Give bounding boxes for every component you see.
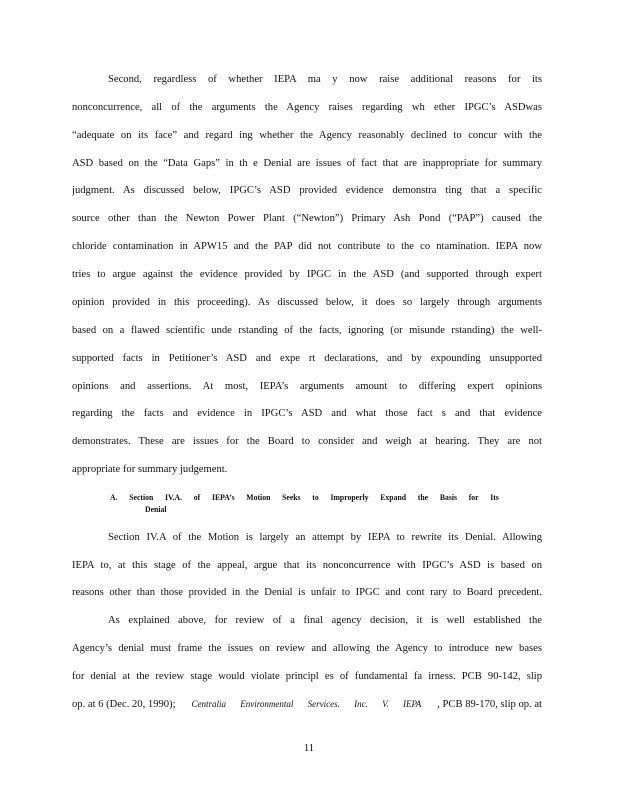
page-number: 11 (303, 743, 315, 754)
citation-before: op. at 6 (Dec. 20, 1990); (72, 699, 176, 710)
text-line: source other than the Newton Power Plant (“Newton”) Primary Ash Pond (“PAP”) caused the (72, 213, 542, 224)
heading-line: Denial (145, 504, 167, 514)
text-line: “adequate on its face” and regard ing whether the Agency reasonably declined to concur with the (72, 130, 542, 141)
text-line: reasons other than those provided in the Denial is unfair to IPGC and cont rary to Board precedent. (72, 587, 542, 598)
citation-after: , PCB 89-170, slip op. at (437, 699, 542, 710)
text-line: As explained above, for review of a final agency decision, it is well established the (108, 615, 542, 626)
text-line: ASD based on the “Data Gaps” in th e Denial are issues of fact that are inappropriate for summary (72, 158, 542, 169)
text-line: for denial at the review stage would violate principl es of fundamental fa irness. PCB 90-142, slip (72, 671, 542, 682)
text-line: Agency’s denial must frame the issues on review and allowing the Agency to introduce new bases (72, 643, 542, 654)
text-line: IEPA to, at this stage of the appeal, argue that its nonconcurrence with IPGC’s ASD is based on (72, 560, 542, 571)
text-line: judgment. As discussed below, IPGC’s ASD provided evidence demonstra ting that a specific (72, 185, 542, 196)
text-line: Second, regardless of whether IEPA ma y now raise additional reasons for its (108, 74, 542, 85)
text-line: supported facts in Petitioner’s ASD and expe rt declarations, and by expounding unsupported (72, 353, 542, 364)
text-line: based on a flawed scientific unde rstanding of the facts, ignoring (or misunde rstanding) the well- (72, 325, 542, 336)
text-line: opinion provided in this proceeding). As discussed below, it does so largely through arguments (72, 297, 542, 308)
text-line: tries to argue against the evidence provided by IPGC in the ASD (and supported through expert (72, 269, 542, 280)
text-line: chloride contamination in APW15 and the PAP did not contribute to the co ntamination. IEPA now (72, 241, 542, 252)
text-line: nonconcurrence, all of the arguments the Agency raises regarding wh ether IPGC’s ASDwas (72, 102, 542, 113)
text-line: regarding the facts and evidence in IPGC’s ASD and what those fact s and that evidence (72, 408, 542, 419)
text-line: opinions and assertions. At most, IEPA’s arguments amount to differing expert opinions (72, 381, 542, 392)
text-line-citation (72, 698, 542, 711)
case-name: Centralia Environmental Services. Inc. V. IEPA (191, 699, 422, 709)
text-line: demonstrates. These are issues for the Board to consider and weigh at hearing. They are not (72, 436, 542, 447)
text-line: appropriate for summary judgement. (72, 464, 228, 475)
heading-line: A. Section IV.A. of IEPA’s Motion Seeks to Improperly Expand the Basis for Its (110, 492, 499, 502)
text-line: Section IV.A of the Motion is largely an attempt by IEPA to rewrite its Denial. Allowing (108, 532, 542, 543)
